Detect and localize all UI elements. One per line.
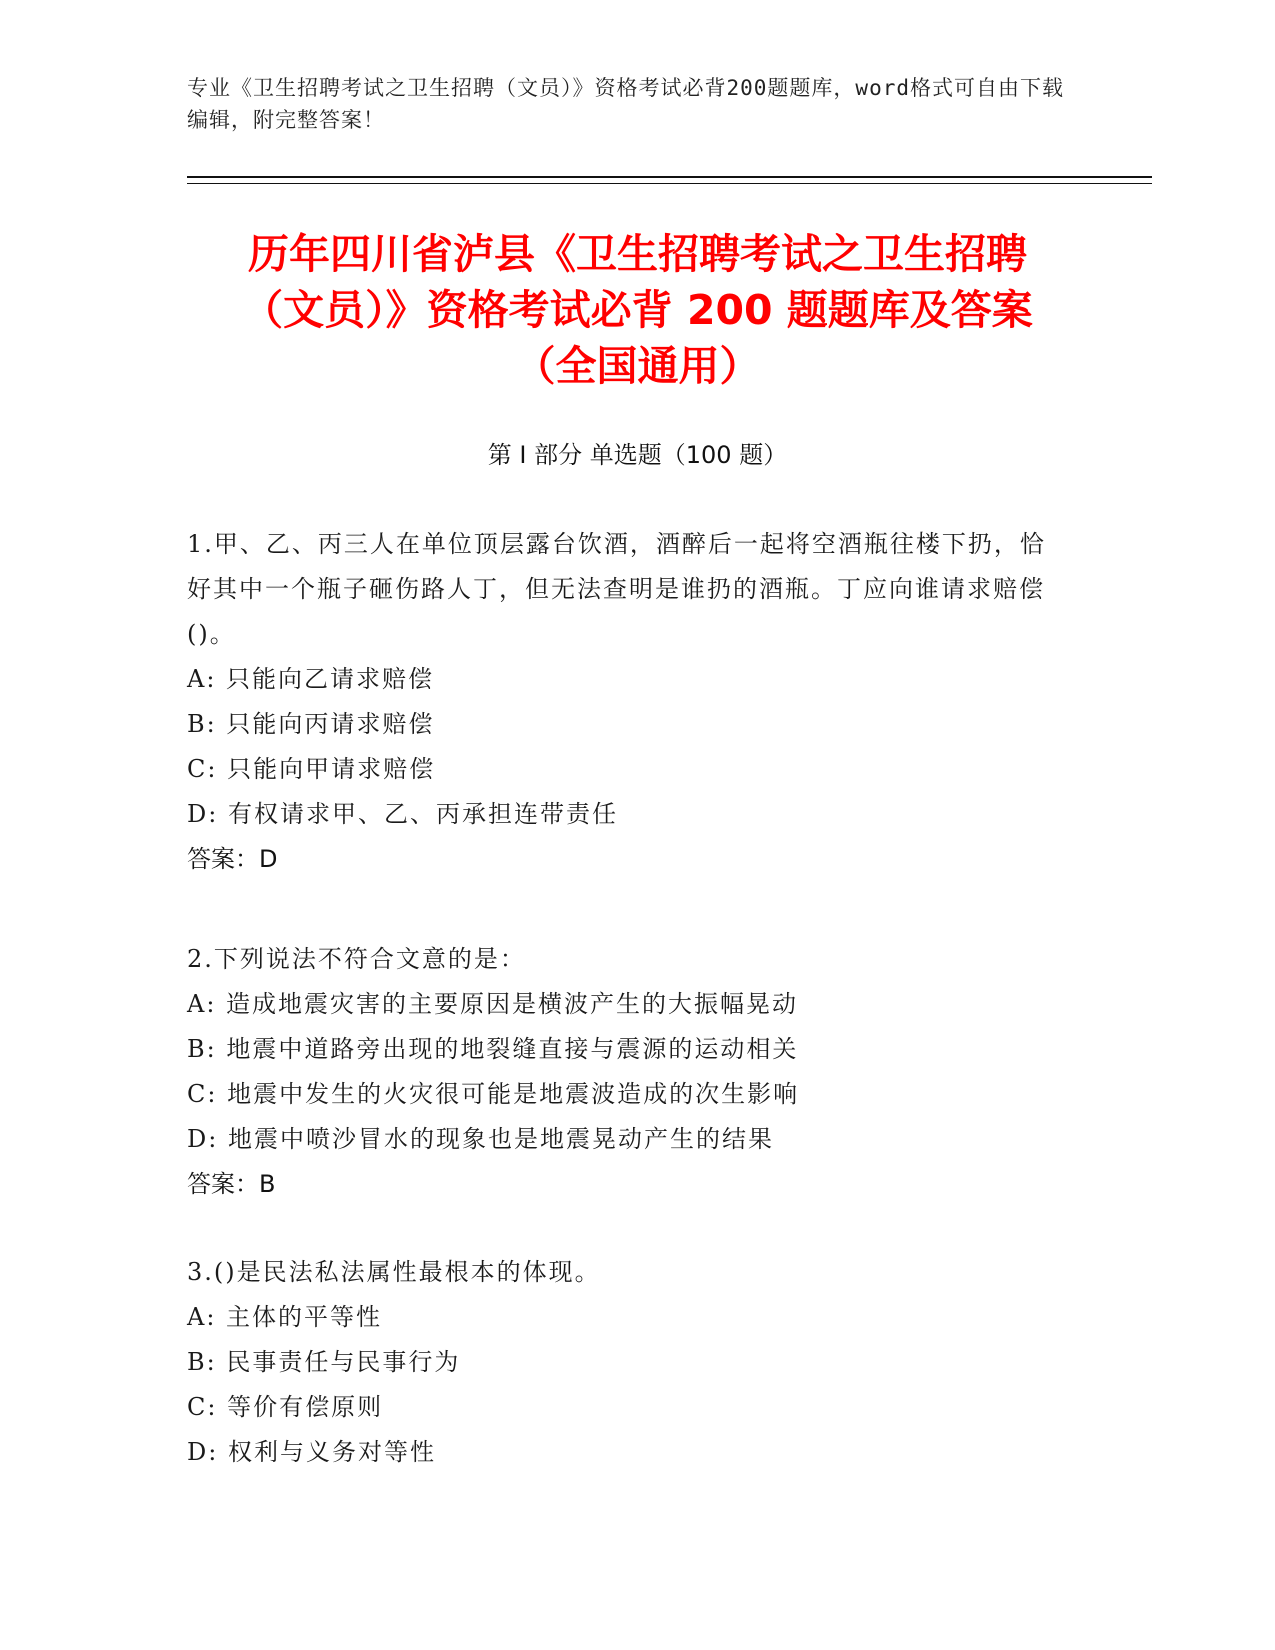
section-title: 第 I 部分 单选题（100 题） — [487, 441, 788, 469]
question-stem: 2.下列说法不符合文意的是： — [187, 945, 526, 973]
question-block — [187, 522, 1067, 882]
question-block — [187, 1250, 1067, 1475]
option-b: B: 只能向丙请求赔偿 — [187, 710, 435, 738]
document-title-line-2: （文员）》资格考试必背 200 题题库及答案 — [242, 286, 1033, 334]
answer-line: 答案：B — [187, 1170, 276, 1198]
document-title-line-3: （全国通用） — [514, 342, 761, 390]
option-a: A: 主体的平等性 — [187, 1303, 383, 1331]
option-d: D: 有权请求甲、乙、丙承担连带责任 — [187, 800, 618, 828]
option-c: C: 地震中发生的火灾很可能是地震波造成的次生影响 — [187, 1080, 800, 1108]
question-block — [187, 937, 1067, 1207]
document-title — [180, 226, 1095, 394]
question-stem: 1.甲、乙、丙三人在单位顶层露台饮酒，酒醉后一起将空酒瓶往楼下扔，恰好其中一个瓶子砸伤路人丁，但无法查明是谁扔的酒瓶。丁应向谁请求赔偿()。 — [187, 530, 1046, 648]
header-divider-thick — [187, 176, 1152, 178]
header-note: 专业《卫生招聘考试之卫生招聘（文员）》资格考试必背200题题库，word格式可自由下载编辑，附完整答案！ — [187, 76, 1064, 132]
option-a: A: 造成地震灾害的主要原因是横波产生的大振幅晃动 — [187, 990, 799, 1018]
header-divider-thin — [187, 183, 1152, 184]
option-d: D: 地震中喷沙冒水的现象也是地震晃动产生的结果 — [187, 1125, 774, 1153]
answer-line: 答案：D — [187, 845, 278, 873]
option-d: D: 权利与义务对等性 — [187, 1438, 436, 1466]
option-a: A: 只能向乙请求赔偿 — [187, 665, 435, 693]
option-c: C: 等价有偿原则 — [187, 1393, 384, 1421]
question-stem: 3.()是民法私法属性最根本的体现。 — [187, 1258, 601, 1286]
option-b: B: 地震中道路旁出现的地裂缝直接与震源的运动相关 — [187, 1035, 799, 1063]
option-b: B: 民事责任与民事行为 — [187, 1348, 461, 1376]
option-c: C: 只能向甲请求赔偿 — [187, 755, 436, 783]
document-title-line-1: 历年四川省泸县《卫生招聘考试之卫生招聘 — [248, 230, 1027, 278]
